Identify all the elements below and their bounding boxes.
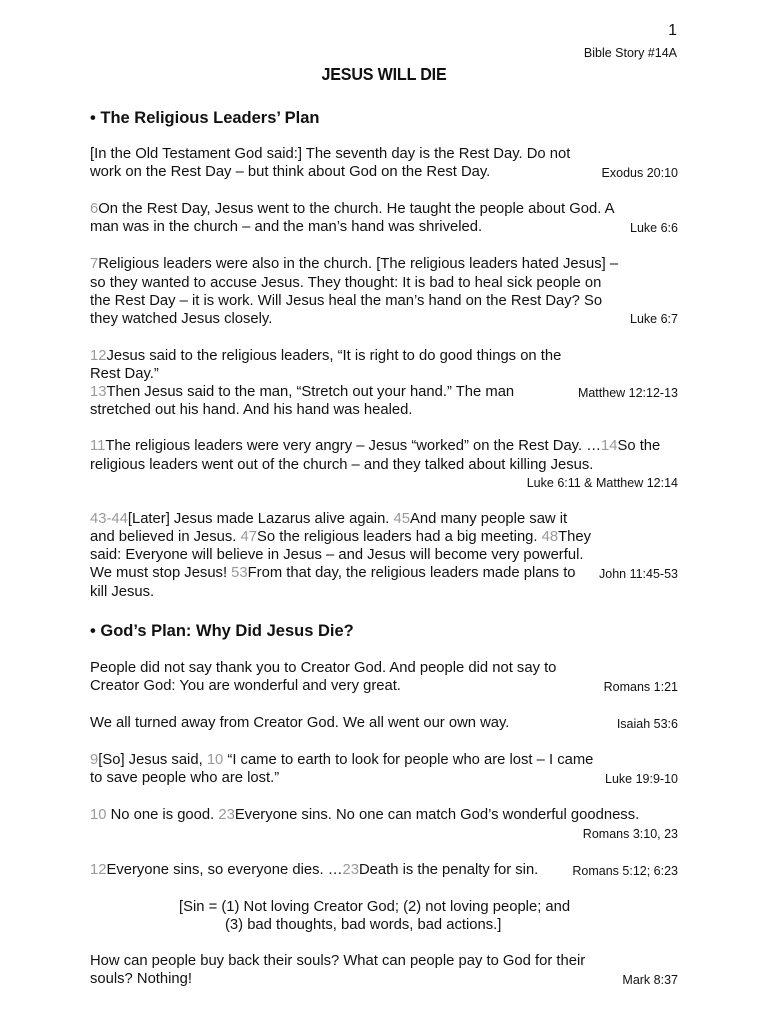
scripture-reference: Luke 6:11 & Matthew 12:14 (526, 475, 678, 490)
paragraph-text: We all turned away from Creator God. We all went our own way. (90, 715, 510, 732)
scripture-reference: Romans 1:21 (603, 679, 678, 694)
verse-number: 48 (541, 529, 559, 546)
scripture-reference: Mark 8:37 (622, 973, 678, 988)
paragraph-text: Death is the penalty for sin. (358, 861, 539, 878)
page-number: 1 (668, 22, 677, 39)
scripture-paragraph (90, 861, 678, 880)
paragraph-text: People did not say thank you to Creator God. And people did not say to Creator God: You are wonderful and very great. (90, 659, 557, 695)
scripture-paragraph (90, 952, 678, 989)
verse-number: 9 (90, 752, 99, 769)
verse-number: 13 (90, 384, 107, 401)
verse-number: 23 (342, 861, 359, 878)
scripture-reference: Luke 6:6 (630, 221, 678, 236)
scripture-reference: John 11:45-53 (599, 566, 678, 581)
scripture-paragraph (90, 437, 678, 491)
series-label: Bible Story #14A (583, 46, 677, 60)
paragraph-text: They said: Everyone will believe in Jesus – and Jesus will become very powerful. We must stop Jesus! (90, 529, 591, 582)
paragraph-text: No one is good. (106, 807, 219, 824)
scripture-reference: Matthew 12:12-13 (577, 385, 678, 400)
verse-number: 10 (90, 807, 107, 824)
document-title: JESUS WILL DIE (321, 64, 447, 84)
scripture-paragraph (90, 145, 678, 182)
paragraph-text: The religious leaders were very angry – Jesus “worked” on the Rest Day. … (105, 438, 602, 455)
scripture-paragraph (90, 255, 678, 328)
verse-number: 12 (90, 347, 107, 364)
paragraph-text: So the religious leaders went out of the church – and they talked about killing Jesus. (90, 438, 661, 473)
scripture-reference: Romans 5:12; 6:23 (572, 863, 678, 878)
verse-number: 47 (240, 529, 258, 546)
paragraph-text: Religious leaders were also in the church. [The religious leaders hated Jesus] – so they wanted to accuse Jesus. They thought: It is bad to heal sick people on the Rest Day – it is work. Will Jesus heal the man’s hand on the Rest Day? So they watched Jesus closely. (90, 256, 619, 328)
scripture-paragraph (90, 347, 678, 420)
scripture-paragraph (90, 751, 678, 788)
scripture-paragraph (90, 806, 678, 842)
paragraph-text: Everyone sins, so everyone dies. … (106, 861, 343, 878)
paragraph-text: Then Jesus said to the man, “Stretch out your hand.” The man stretched out his hand. And his hand was healed. (90, 384, 515, 419)
verse-number: 43-44 (90, 510, 128, 527)
paragraph-text: So the religious leaders had a big meeting. (257, 529, 542, 546)
scripture-reference: Luke 19:9-10 (605, 772, 678, 787)
paragraph-text: And many people saw it and believed in Jesus. (90, 510, 568, 546)
verse-number: 12 (90, 861, 107, 878)
sin-definition-line: [Sin = (1) Not loving Creator God; (2) not loving people; and (179, 898, 571, 915)
paragraph-text: Jesus said to the religious leaders, “It is right to do good things on the Rest Day.” (90, 347, 562, 382)
scripture-paragraph (90, 510, 678, 601)
scripture-paragraph (90, 659, 678, 696)
scripture-paragraph (90, 200, 678, 237)
paragraph-text: [In the Old Testament God said:] The seventh day is the Rest Day. Do not work on the Rest Day – but think about God on the Rest Day. (90, 146, 571, 181)
paragraph-text: Everyone sins. No one can match God’s wonderful goodness. (234, 807, 640, 824)
verse-number: 11 (90, 438, 106, 455)
paragraph-text: On the Rest Day, Jesus went to the church. He taught the people about God. A man was in the church – and the man’s hand was shriveled. (90, 201, 614, 236)
paragraph-text: From that day, the religious leaders made plans to kill Jesus. (90, 565, 576, 600)
sin-definition-line: (3) bad thoughts, bad words, bad actions.] (225, 917, 502, 934)
paragraph-text: “I came to earth to look for people who are lost – I came to save people who are lost.” (90, 752, 594, 787)
document-body (90, 108, 678, 989)
paragraph-text: [So] Jesus said, (98, 752, 207, 769)
paragraph-text: How can people buy back their souls? What can people pay to God for their souls? Nothing! (90, 953, 586, 988)
section-heading: • The Religious Leaders’ Plan (90, 109, 320, 127)
scripture-reference: Luke 6:7 (630, 312, 678, 327)
verse-number: 23 (218, 807, 235, 824)
verse-number: 6 (90, 201, 99, 218)
verse-number: 14 (601, 438, 618, 455)
verse-number: 45 (393, 510, 411, 527)
scripture-reference: Isaiah 53:6 (616, 717, 678, 732)
verse-number: 10 (206, 752, 224, 769)
section-heading: • God’s Plan: Why Did Jesus Die? (90, 621, 354, 640)
scripture-paragraph (90, 714, 678, 733)
scripture-reference: Exodus 20:10 (601, 166, 678, 180)
scripture-reference: Romans 3:10, 23 (582, 826, 678, 841)
sin-definition (90, 898, 678, 934)
verse-number: 53 (231, 565, 248, 582)
verse-number: 7 (90, 256, 99, 273)
paragraph-text: [Later] Jesus made Lazarus alive again. (127, 510, 394, 527)
